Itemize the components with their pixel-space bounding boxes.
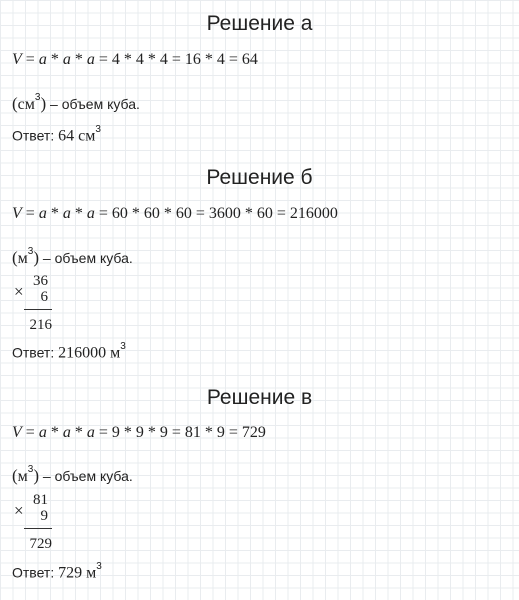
heading-solution-c: Решение в bbox=[206, 386, 313, 409]
multiplicand: 36 bbox=[33, 273, 48, 289]
heading-solution-a: Решение а bbox=[206, 12, 313, 35]
volume-formula-b: V = a * a * a = 60 * 60 * 60 = 3600 * 60 = 216000 bbox=[12, 205, 338, 222]
result-line bbox=[24, 309, 52, 310]
volume-formula-c: V = a * a * a = 9 * 9 * 9 = 81 * 9 = 729 bbox=[12, 424, 266, 441]
multiplication-c bbox=[14, 492, 52, 556]
product: 729 bbox=[29, 536, 52, 552]
answer-a: Ответ: 64 $см^3$ bbox=[12, 124, 101, 145]
multiplicand: 81 bbox=[33, 492, 48, 508]
multiplication-b bbox=[14, 273, 52, 337]
answer-c: Ответ: 729 $м^3$ bbox=[12, 561, 102, 582]
multiplier: 9 bbox=[40, 508, 48, 524]
unit-description-b: $(м^3)$ – объем куба. bbox=[12, 246, 133, 267]
result-line bbox=[24, 528, 52, 529]
unit-description-c: $(м^3)$ – объем куба. bbox=[12, 464, 133, 485]
answer-b: Ответ: 216000 $м^3$ bbox=[12, 341, 126, 362]
multiplier: 6 bbox=[40, 289, 48, 305]
multiply-sign: × bbox=[14, 282, 24, 301]
unit-description-a: $(см^3)$ – объем куба. bbox=[12, 92, 140, 113]
heading-solution-b: Решение б bbox=[206, 166, 313, 189]
multiply-sign: × bbox=[14, 501, 24, 520]
volume-formula-a: V = a * a * a = 4 * 4 * 4 = 16 * 4 = 64 bbox=[12, 51, 258, 68]
product: 216 bbox=[29, 317, 52, 333]
